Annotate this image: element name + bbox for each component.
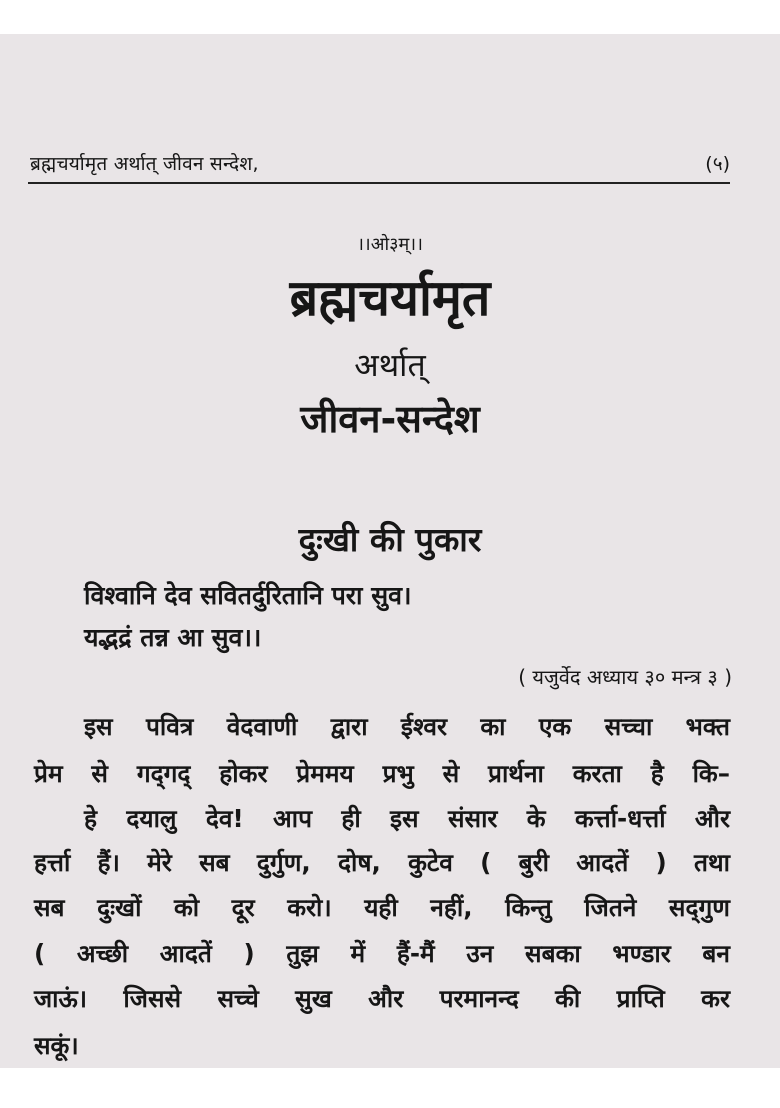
mantra-line: विश्वानि देव सवितर्दुरितानि परा सुव। bbox=[84, 581, 412, 610]
paragraph-line: हे दयालु देव! आप ही इस संसार के कर्त्ता-धर्त्ता और bbox=[84, 804, 730, 833]
paragraph-line: प्रेम से गद्‌गद् होकर प्रेममय प्रभु से प्रार्थना करता है कि– bbox=[34, 759, 730, 788]
mantra-line: यद्भद्रं तन्न आ सुव।। bbox=[84, 623, 262, 652]
section-title: दुःखी की पुकार bbox=[298, 520, 482, 559]
paragraph-line: ( अच्छी आदतें ) तुझ में हैं-मैं उन सबका भण्डार बन bbox=[34, 939, 730, 968]
paragraph-line: हर्त्ता हैं। मेरे सब दुर्गुण, दोष, कुटेव ( बुरी आदतें ) तथा bbox=[34, 848, 730, 877]
paragraph-line: जाऊं। जिससे सच्चे सुख और परमानन्द की प्राप्ति कर bbox=[34, 984, 730, 1013]
invocation: ।।ओ३म्।। bbox=[357, 234, 423, 255]
paragraph-line: सब दुःखों को दूर करो। यही नहीं, किन्तु जितने सद्‌गुण bbox=[34, 893, 730, 922]
book-subtitle: जीवन-सन्देश bbox=[300, 397, 480, 441]
scripture-reference: ( यजुर्वेद अध्याय ३० मन्त्र ३ ) bbox=[518, 665, 732, 689]
paragraph-line: सकूं। bbox=[34, 1031, 79, 1060]
running-header bbox=[28, 148, 730, 184]
title-connector: अर्थात् bbox=[354, 346, 426, 384]
paragraph-line: इस पवित्र वेदवाणी द्वारा ईश्वर का एक सच्चा भक्त bbox=[84, 712, 730, 741]
running-header-title: ब्रह्मचर्यामृत अर्थात् जीवन सन्देश, bbox=[30, 153, 259, 175]
book-title: ब्रह्मचर्यामृत bbox=[289, 269, 491, 327]
page-number: (५) bbox=[705, 153, 730, 175]
